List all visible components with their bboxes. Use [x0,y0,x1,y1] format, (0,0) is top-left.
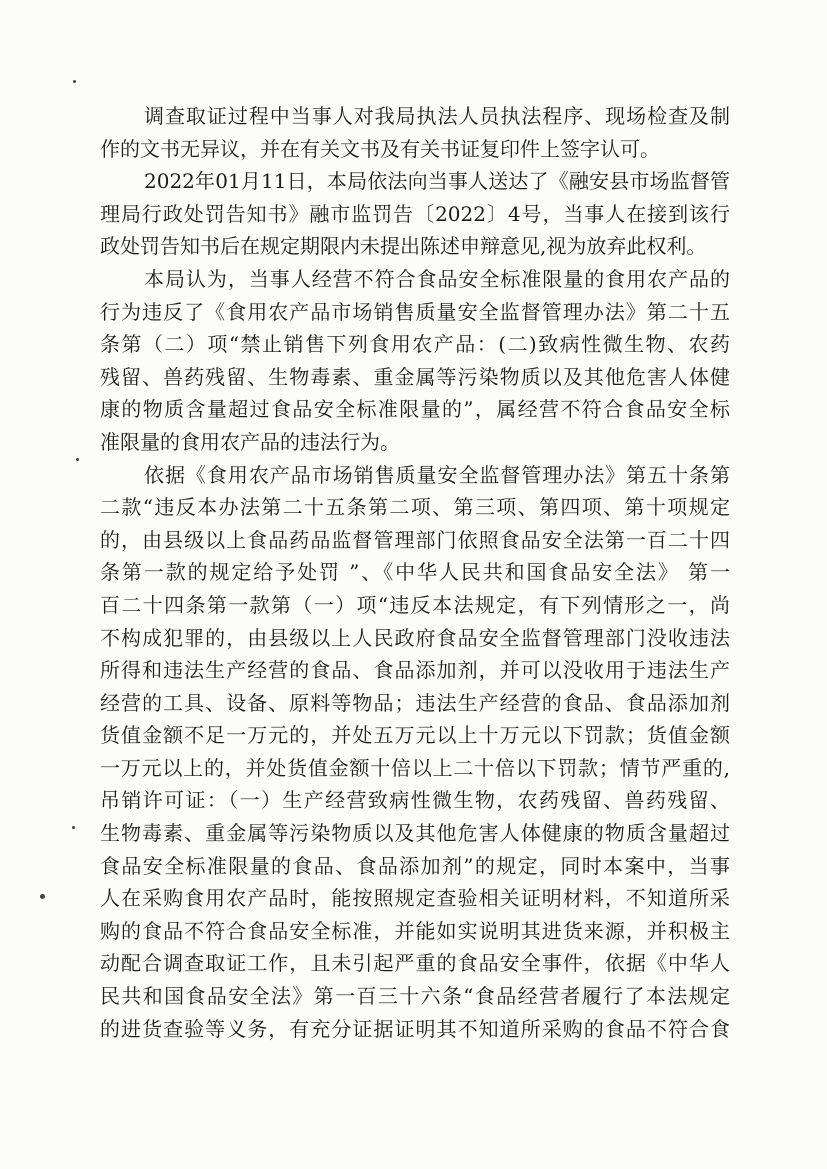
text-line: 购的食品不符合食品安全标准，并能如实说明其进货来源，并积极主 [100,918,730,943]
text-line: 民共和国食品安全法》第一百三十六条“食品经营者履行了本法规定 [100,984,730,1009]
scan-speck [72,826,75,829]
text-line: 一万元以上的，并处货值金额十倍以上二十倍以下罚款；情节严重的, [100,755,730,780]
text-line: 理局行政处罚告知书》融市监罚告〔2022〕4号，当事人在接到该行 [100,201,730,226]
scan-speck [40,894,45,899]
text-line: 准限量的食用农产品的违法行为。 [100,429,400,454]
text-line: 政处罚告知书后在规定期限内未提出陈述申辩意见,视为放弃此权利。 [100,234,707,259]
document-body [100,100,730,1045]
text-line: 本局认为，当事人经营不符合食品安全标准限量的食用农产品的 [144,266,730,291]
text-line: 百二十四条第一款第（一）项“违反本法规定，有下列情形之一，尚 [100,592,730,617]
text-line: 生物毒素、重金属等污染物质以及其他危害人体健康的物质含量超过 [100,821,730,846]
text-line: 的进货查验等义务，有充分证据证明其不知道所采购的食品不符合食 [100,1016,730,1041]
scan-speck [76,458,79,461]
text-line: 行为违反了《食用农产品市场销售质量安全监督管理办法》第二十五 [100,299,730,324]
text-line: 2022年01月11日，本局依法向当事人送达了《融安县市场监督管 [144,169,730,194]
text-line: 动配合调查取证工作，且未引起严重的食品安全事件，依据《中华人 [100,951,730,976]
text-line: 作的文书无异议，并在有关文书及有关书证复印件上签字认可。 [100,136,660,161]
text-line: 依据《食用农产品市场销售质量安全监督管理办法》第五十条第 [144,462,730,487]
text-line: 所得和违法生产经营的食品、食品添加剂，并可以没收用于违法生产 [100,658,730,683]
text-line: 吊销许可证：（一）生产经营致病性微生物，农药残留、兽药残留、 [100,788,730,813]
text-line: 人在采购食用农产品时，能按照规定查验相关证明材料，不知道所采 [100,886,730,911]
text-line: 二款“违反本办法第二十五条第二项、第三项、第四项、第十项规定 [100,495,730,520]
text-line: 残留、兽药残留、生物毒素、重金属等污染物质以及其他危害人体健 [100,364,730,389]
text-line: 的，由县级以上食品药品监督管理部门依照食品安全法第一百二十四 [100,527,730,552]
scan-speck [73,80,76,83]
text-line: 货值金额不足一万元的，并处五万元以上十万元以下罚款；货值金额 [100,723,730,748]
text-line: 条第（二）项“禁止销售下列食用农产品：(二)致病性微生物、农药 [100,332,730,357]
text-line: 调查取证过程中当事人对我局执法人员执法程序、现场检查及制 [144,104,730,128]
text-line: 不构成犯罪的，由县级以上人民政府食品安全监督管理部门没收违法 [100,625,730,650]
text-line: 条第一款的规定给予处罚 ”、《中华人民共和国食品安全法》 第一 [100,560,730,585]
text-line: 食品安全标准限量的食品、食品添加剂”的规定，同时本案中，当事 [100,853,730,878]
text-line: 康的物质含量超过食品安全标准限量的”，属经营不符合食品安全标 [100,397,730,422]
text-line: 经营的工具、设备、原料等物品；违法生产经营的食品、食品添加剂 [100,690,730,715]
